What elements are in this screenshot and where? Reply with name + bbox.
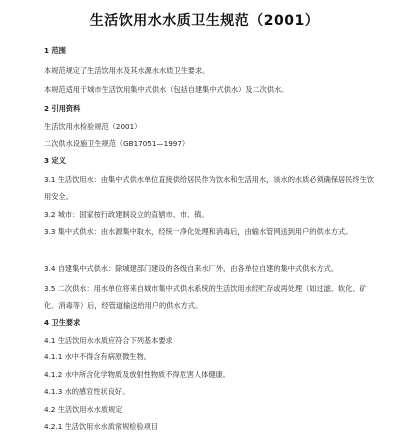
requirement-4-1-3: 4.1.3 水的感官性状良好。 — [44, 387, 130, 396]
definition-3-2: 3.2 城市：国家按行政建制设立的直辖市、市、镇。 — [44, 210, 209, 219]
paragraph-reference-1: 生活饮用水检验规范（2001） — [44, 122, 142, 131]
requirement-4-1-1: 4.1.1 水中不得含有病原微生物。 — [44, 352, 151, 361]
document-title: 生活饮用水水质卫生规范（2001） — [89, 13, 320, 29]
requirement-4-2-1: 4.2.1 生活饮用水水质常规检验项目 — [44, 422, 159, 431]
definition-3-5: 3.5 二次供水：用水单位将来自城市集中式供水系统的生活饮用水经贮存或再处理（如过滤、软化、矿化、消毒等）后，经管道输送给用户的供水方式。 — [44, 284, 367, 310]
paragraph-scope-1: 本规范规定了生活饮用水及其水源水水质卫生要求。 — [44, 66, 210, 75]
requirement-4-1-2: 4.1.2 水中所含化学物质及放射性物质不得危害人体健康。 — [44, 370, 230, 379]
definition-3-3: 3.3 集中式供水：由水源集中取水，经统一净化处理和消毒后，由输水管网送到用户的供水方式。 — [44, 227, 353, 236]
requirement-4-1: 4.1 生活饮用水水质应符合下列基本要求 — [44, 336, 173, 345]
paragraph-scope-2: 本规范适用于城市生活饮用集中式供水（包括自建集中式供水）及二次供水。 — [44, 85, 289, 94]
requirement-4-2: 4.2 生活饮用水水质规定 — [44, 405, 123, 414]
definition-3-4: 3.4 自建集中式供水：除城建部门建设的各级自来水厂外，由各单位自建的集中式供水方式。 — [44, 264, 339, 273]
definition-3-1: 3.1 生活饮用水：由集中式供水单位直接供给居民作为饮水和生活用水，该水的水质必须确保居民终生饮用安全。 — [44, 175, 374, 201]
section-heading-hygiene: 4 卫生要求 — [44, 318, 81, 327]
section-heading-scope: 1 范围 — [44, 46, 66, 55]
section-heading-references: 2 引用资料 — [44, 104, 81, 113]
section-heading-definitions: 3 定义 — [44, 156, 66, 165]
paragraph-reference-2: 二次供水设施卫生规范（GB17051—1997） — [44, 139, 190, 148]
